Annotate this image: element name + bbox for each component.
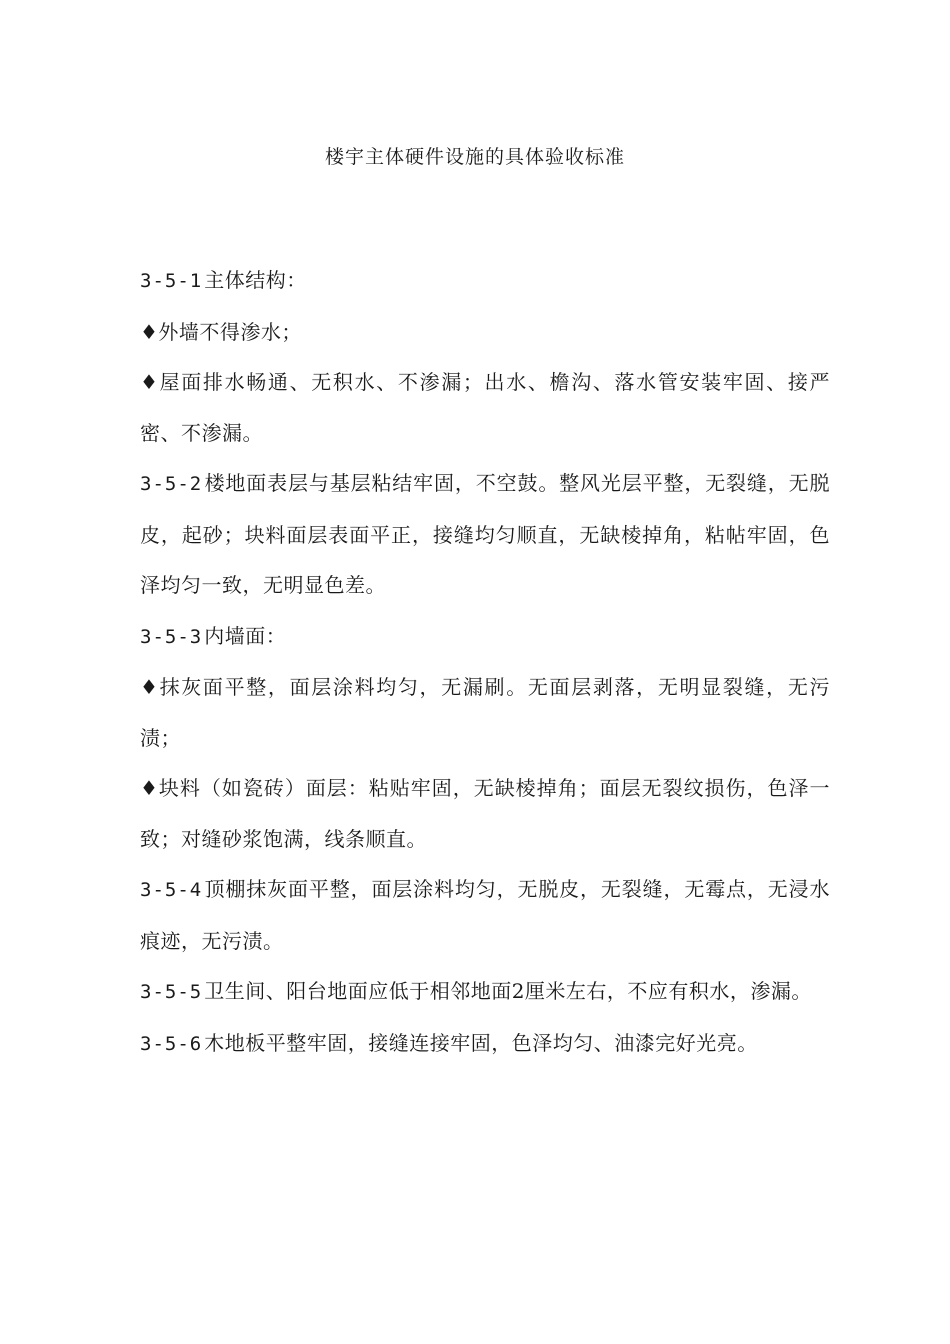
clause-number: 3-5-5 [140,981,203,1003]
paragraph-3-5-2 [140,458,830,611]
clause-number: 3-5-1 [140,270,203,292]
bullet-plaster-surface [140,662,830,763]
document-title: 楼宇主体硬件设施的具体验收标准 [324,146,625,168]
clause-number: 3-5-4 [140,879,203,901]
paragraph-3-5-1 [140,255,830,307]
paragraph-text: 顶棚抹灰面平整，面层涂料均匀，无脱皮，无裂缝，无霉点，无浸水痕迹，无污渍。 [140,877,830,953]
paragraph-3-5-5 [140,966,830,1018]
bullet-tile-surface [140,763,830,864]
paragraph-text: ♦抹灰面平整，面层涂料均匀，无漏刷。无面层剥落，无明显裂缝，无污渍； [140,675,830,750]
paragraph-text: ♦屋面排水畅通、无积水、不渗漏；出水、檐沟、落水管安装牢固、接严密、不渗漏。 [140,370,830,445]
paragraph-text: ♦块料（如瓷砖）面层：粘贴牢固，无缺棱掉角；面层无裂纹损伤，色泽一致；对缝砂浆饱满，线条顺直。 [140,776,830,851]
clause-number: 3-5-6 [140,1032,203,1055]
paragraph-text: 主体结构： [204,268,307,292]
paragraph-text: 内墙面： [204,623,287,648]
document-body [140,255,830,1069]
paragraph-text: 木地板平整牢固，接缝连接牢固，色泽均匀、油漆完好光亮。 [204,1030,758,1055]
clause-number: 3-5-3 [140,625,203,648]
paragraph-text: 楼地面表层与基层粘结牢固，不空鼓。整风光层平整，无裂缝，无脱皮，起砂；块料面层表面平正，接缝均匀顺直，无缺棱掉角，粘帖牢固，色泽均匀一致，无明显色差。 [140,471,830,597]
paragraph-text: ♦外墙不得渗水； [140,319,302,344]
clause-number: 3-5-2 [140,473,203,495]
paragraph-3-5-3 [140,611,830,663]
paragraph-3-5-6 [140,1018,830,1070]
paragraph-text: 卫生间、阳台地面应低于相邻地面2厘米左右，不应有积水，渗漏。 [204,979,812,1003]
bullet-roof-drainage [140,357,830,458]
paragraph-3-5-4 [140,864,830,966]
bullet-exterior-wall [140,307,830,358]
